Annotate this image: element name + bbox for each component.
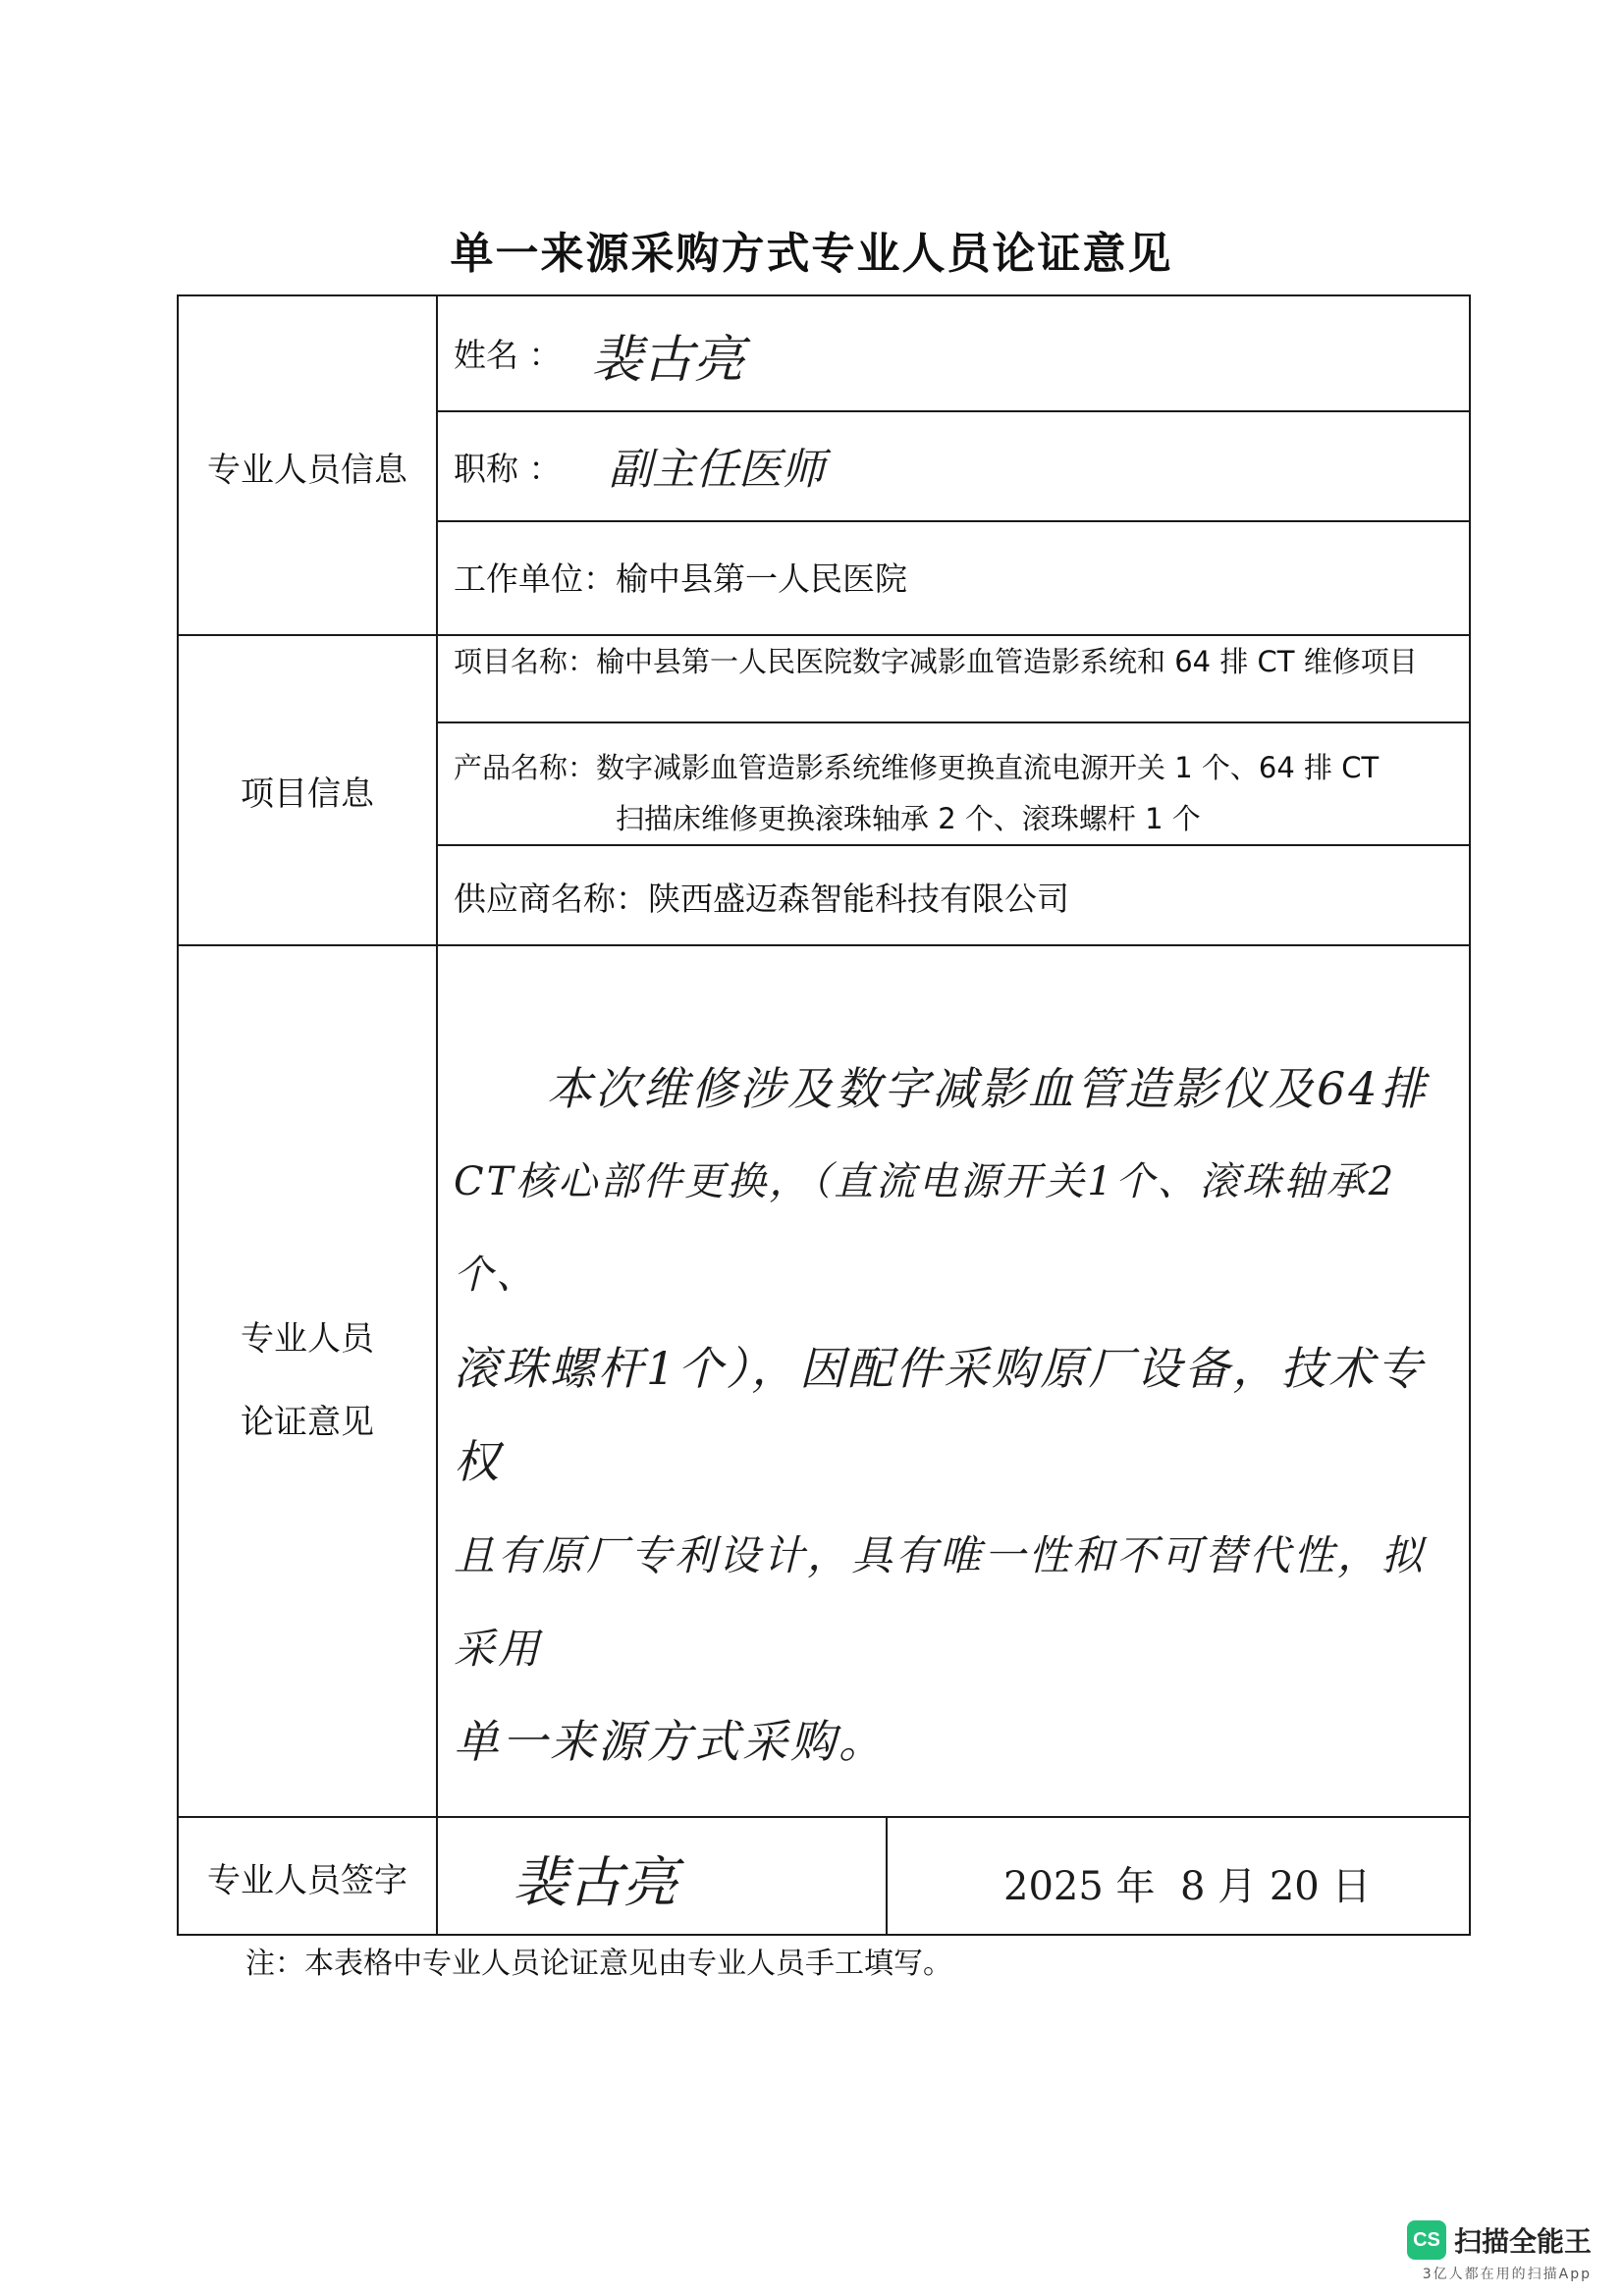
row-divider-product bbox=[436, 844, 1469, 846]
section-label-signature: 专业人员签字 bbox=[207, 1861, 407, 1900]
row-divider-project bbox=[436, 721, 1469, 723]
opinion-handwriting bbox=[454, 1042, 1445, 1789]
signature-divider bbox=[886, 1816, 888, 1936]
watermark-brand-name: 扫描全能王 bbox=[1453, 2225, 1592, 2258]
product-name-line1: 产品名称：数字减影血管造影系统维修更换直流电源开关 1 个、64 排 CT bbox=[454, 751, 1380, 784]
row-divider-title bbox=[436, 520, 1469, 522]
project-name: 项目名称：榆中县第一人民医院数字减影血管造影系统和 64 排 CT 维修项目 bbox=[454, 645, 1418, 678]
scanner-watermark bbox=[1395, 2220, 1592, 2283]
form-table bbox=[177, 294, 1471, 1936]
page-title: 单一来源采购方式专业人员论证意见 bbox=[450, 229, 1173, 279]
watermark-tagline: 3亿人都在用的扫描App bbox=[1422, 2267, 1592, 2282]
product-name-line2: 扫描床维修更换滚珠轴承 2 个、滚珠螺杆 1 个 bbox=[616, 802, 1201, 835]
supplier-name: 供应商名称：陕西盛迈森智能科技有限公司 bbox=[454, 880, 1069, 918]
signature-date: 2025 年 8 月 20 日 bbox=[1003, 1864, 1372, 1909]
opinion-line: 滚珠螺杆1个），因配件采购原厂设备，技术专权 bbox=[454, 1342, 1426, 1488]
camscanner-logo-icon: CS bbox=[1407, 2220, 1446, 2260]
section-divider-opinion-signature bbox=[179, 1816, 1469, 1818]
row-divider-name bbox=[436, 410, 1469, 412]
section-label-expert-info: 专业人员信息 bbox=[207, 451, 407, 490]
section-divider-project-opinion bbox=[179, 944, 1469, 946]
name-handwriting: 裴古亮 bbox=[591, 331, 745, 390]
opinion-line: CT核心部件更换，（直流电源开关1个、滚珠轴承2个、 bbox=[454, 1159, 1397, 1298]
work-unit: 工作单位：榆中县第一人民医院 bbox=[454, 560, 907, 598]
opinion-label-line2: 论证意见 bbox=[241, 1402, 374, 1442]
section-divider-expert-project bbox=[179, 634, 1469, 636]
title-label: 职称 ： bbox=[454, 450, 562, 488]
section-label-project-info: 项目信息 bbox=[241, 774, 374, 814]
footnote: 注：本表格中专业人员论证意见由专业人员手工填写。 bbox=[245, 1947, 952, 1981]
opinion-line: 且有原厂专利设计，具有唯一性和不可替代性，拟采用 bbox=[454, 1531, 1427, 1673]
opinion-label-line1: 专业人员 bbox=[241, 1319, 374, 1359]
column-divider bbox=[436, 296, 438, 1936]
section-label-opinion bbox=[179, 1308, 436, 1454]
opinion-line: 单一来源方式采购。 bbox=[454, 1715, 887, 1768]
title-handwriting: 副主任医师 bbox=[609, 445, 825, 495]
name-label: 姓名 ： bbox=[454, 336, 562, 374]
signature-handwriting: 裴古亮 bbox=[513, 1851, 677, 1915]
opinion-line: 本次维修涉及数字减影血管造影仪及64排 bbox=[547, 1062, 1429, 1115]
